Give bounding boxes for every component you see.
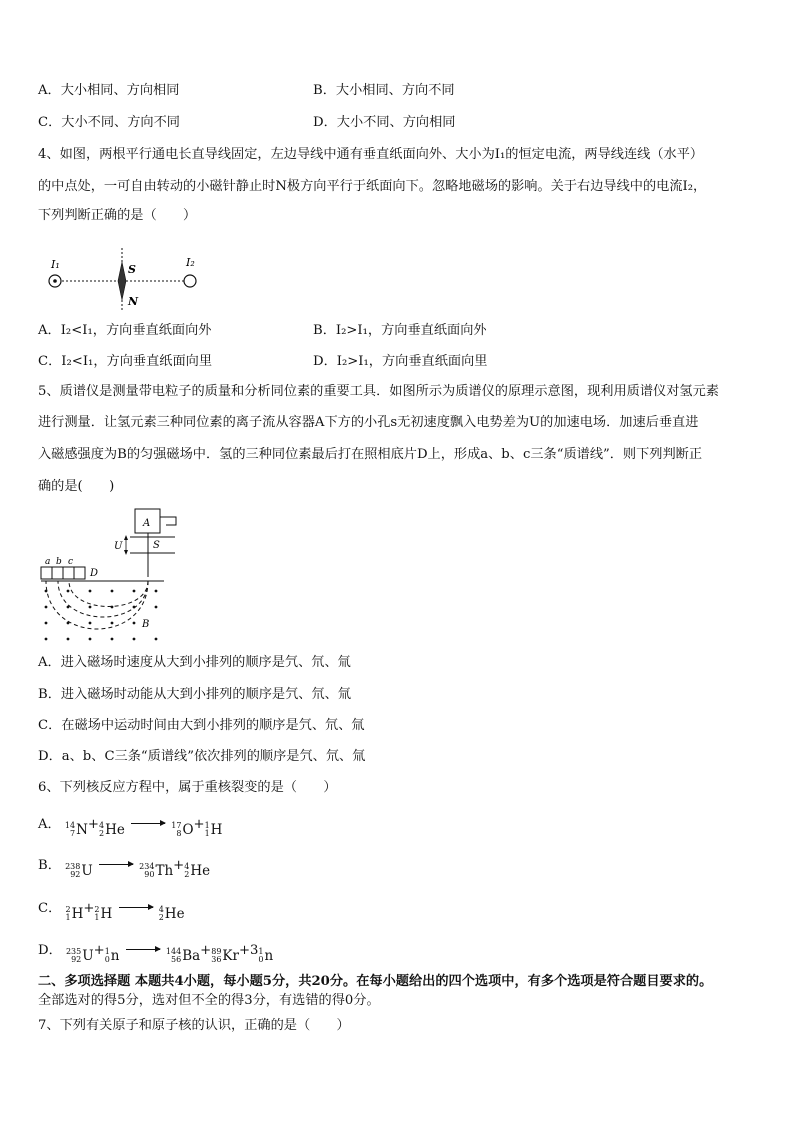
q4-label-i1: I₁ (51, 258, 60, 271)
q5-stem-line3: 入磁感强度为B的匀强磁场中．氢的三种同位素最后打在照相底片D上，形成a、b、c三条“质谱线”．则下列判断正 (38, 447, 703, 462)
q4-stem-line3: 下列判断正确的是（ ） (38, 208, 197, 223)
q6-option-c-label: C． (38, 901, 62, 916)
q5-label-u: U (114, 541, 123, 552)
q6-option-d[interactable]: D． 235 92 U + 1 0 n 144 56 Ba + 89 36 Kr +3 1 0 n (38, 943, 274, 964)
q6-option-a[interactable]: A． 14 7 N + 4 2 He 17 8 O + 1 1 H (38, 817, 223, 838)
nuclide-u238: 238 92 U (65, 862, 93, 879)
q6-option-b-label: B． (38, 858, 61, 873)
nuclide-h2: 2 1 H (65, 905, 84, 922)
q5-label-s: S (153, 540, 160, 551)
q5-label-c: c (68, 557, 74, 567)
section2-heading-line2: 全部选对的得5分，选对但不全的得3分，有选错的得0分。 (38, 993, 380, 1008)
q4-label-s: S (128, 263, 136, 276)
nuclide-o17: 17 8 O (171, 821, 194, 838)
q5-stem-line1: 5、质谱仪是测量带电粒子的质量和分析同位素的重要工具．如图所示为质谱仪的原理示意图，现利用质谱仪对氢元素 (38, 384, 719, 399)
q4-label-i2: I₂ (186, 256, 195, 269)
q6-option-b[interactable]: B． 238 92 U 234 90 Th + 4 2 He (38, 858, 211, 879)
q3-option-b[interactable]: B．大小相同、方向不同 (313, 83, 455, 98)
nuclide-ba144: 144 56 Ba (165, 947, 201, 964)
q4-figure (40, 246, 210, 312)
q4-option-d[interactable]: D．I₂>I₁，方向垂直纸面向里 (313, 354, 488, 369)
q4-compass-needle (118, 262, 126, 300)
q6-option-a-label: A． (38, 817, 61, 832)
q5-label-a: a (45, 557, 51, 567)
q3-option-c[interactable]: C．大小不同、方向不同 (38, 115, 180, 130)
nuclide-n14: 14 7 N (64, 821, 88, 838)
reaction-arrow (119, 907, 153, 908)
q6-stem: 6、下列核反应方程中，属于重核裂变的是（ ） (38, 780, 337, 795)
nuclide-h1: 1 1 H (204, 821, 223, 838)
q5-track-outer (46, 581, 148, 629)
nuclide-th234: 234 90 Th (139, 862, 174, 879)
q4-option-c[interactable]: C．I₂<I₁，方向垂直纸面向里 (38, 354, 213, 369)
q5-label-d: D (90, 568, 99, 579)
q5-stem-line4: 确的是( ) (38, 479, 115, 494)
section2-heading-line1: 二、多项选择题 本题共4小题，每小题5分，共20分。在每小题给出的四个选项中，有多个选项是符合题目要求的。 (38, 974, 713, 989)
q4-stem-line2: 的中点处，一可自由转动的小磁针静止时N极方向平行于纸面向下。忽略地磁场的影响。关于右边导线中的电流I₂， (38, 179, 707, 194)
q5-option-b[interactable]: B．进入磁场时动能从大到小排列的顺序是氕、氘、氚 (38, 687, 352, 702)
q7-stem: 7、下列有关原子和原子核的认识，正确的是（ ） (38, 1018, 350, 1033)
q5-track-inner (69, 581, 148, 607)
nuclide-h2: 2 1 H (94, 905, 113, 922)
reaction-arrow (99, 864, 133, 865)
q5-label-b-field: B (142, 619, 150, 630)
nuclide-he4: 4 2 He (158, 905, 185, 922)
nuclide-he4: 4 2 He (184, 862, 211, 879)
q4-wire-right (184, 275, 196, 287)
q5-track-middle (58, 581, 148, 617)
nuclide-kr89: 89 36 Kr (211, 947, 239, 964)
q5-magnetic-field-dots (45, 590, 158, 641)
q4-stem-line1: 4、如图，两根平行通电长直导线固定，左边导线中通有垂直纸面向外、大小为I₁的恒定电流，两导线连线（水平） (38, 147, 704, 162)
q5-label-a-container: A (143, 518, 151, 529)
q4-option-b[interactable]: B．I₂>I₁，方向垂直纸面向外 (313, 323, 487, 338)
coefficient: 3 (250, 943, 259, 958)
q5-option-d[interactable]: D．a、b、C三条“质谱线”依次排列的顺序是氕、氘、氚 (38, 749, 366, 764)
nuclide-he4: 4 2 He (98, 821, 125, 838)
q5-option-a[interactable]: A．进入磁场时速度从大到小排列的顺序是氕、氘、氚 (38, 655, 351, 670)
reaction-arrow (126, 949, 160, 950)
q6-option-d-label: D． (38, 943, 62, 958)
q5-label-b: b (56, 557, 62, 567)
q3-option-a[interactable]: A．大小相同、方向相同 (38, 83, 180, 98)
q3-option-d[interactable]: D．大小不同、方向相同 (313, 115, 456, 130)
q4-label-n: N (128, 295, 139, 308)
nuclide-neutron: 1 0 n (258, 947, 274, 964)
nuclide-neutron: 1 0 n (104, 947, 120, 964)
q5-stem-line2: 进行测量．让氢元素三种同位素的离子流从容器A下方的小孔s无初速度飘入电势差为U的加速电场．加速后垂直进 (38, 415, 699, 430)
q4-option-a[interactable]: A．I₂<I₁，方向垂直纸面向外 (38, 323, 212, 338)
q5-mass-spectrometer-figure (38, 505, 188, 650)
q6-option-c[interactable]: C． 2 1 H + 2 1 H 4 2 He (38, 901, 185, 922)
reaction-arrow (131, 823, 165, 824)
q5-option-c[interactable]: C．在磁场中运动时间由大到小排列的顺序是氕、氘、氚 (38, 718, 365, 733)
nuclide-u235: 235 92 U (65, 947, 94, 964)
